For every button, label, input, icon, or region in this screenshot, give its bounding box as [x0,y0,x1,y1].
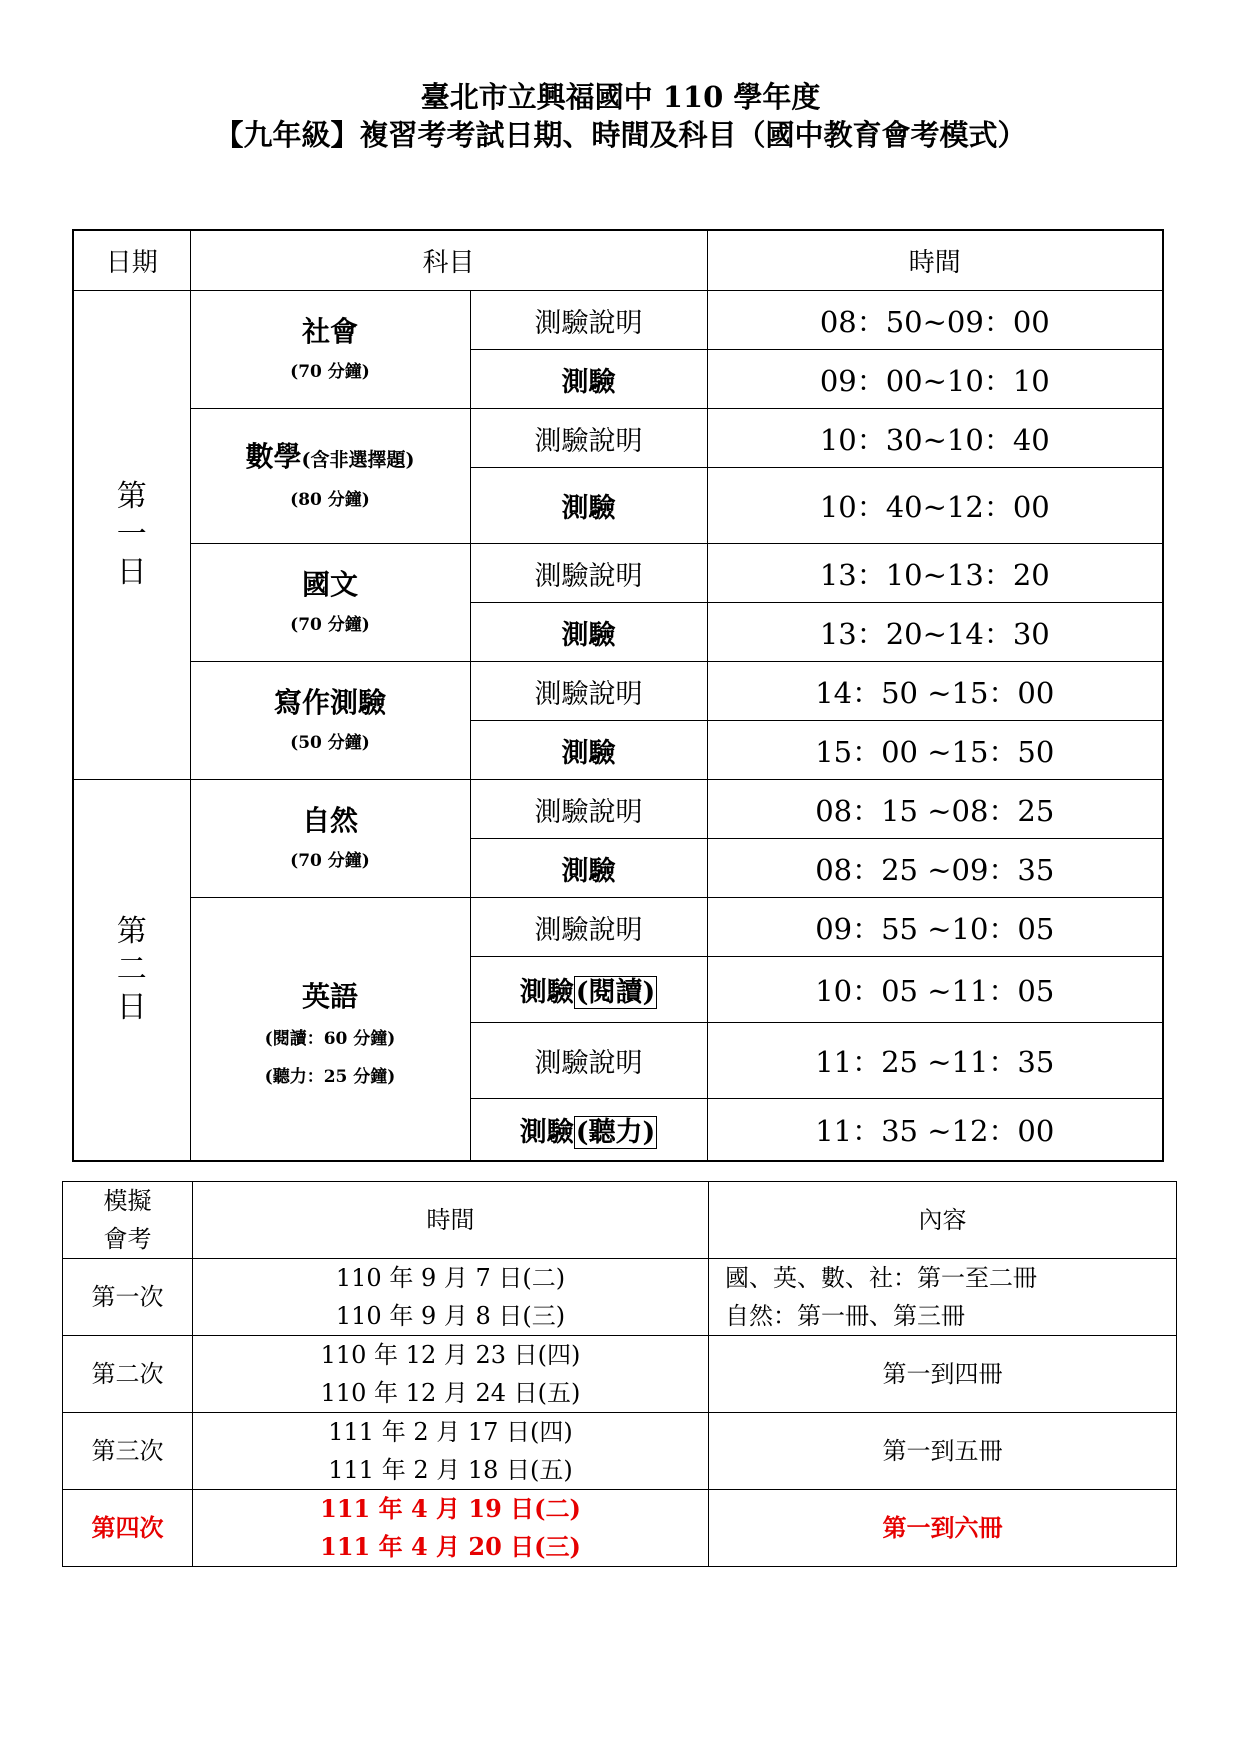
time-cell: 15：00 ~15：50 [707,721,1163,780]
mock-dates [193,1413,709,1490]
day-2-label: 第 二 日 [116,913,147,1025]
part-test-listening-box: (聽力) [575,1116,656,1148]
part-test-prefix: 測驗 [519,1116,574,1148]
subject-duration-reading: (閱讀：60 分鐘) [264,1028,396,1049]
time-cell: 08：15 ~08：25 [707,780,1163,839]
day-2-cell [73,780,190,1161]
subject-english [190,898,470,1161]
mock-content-line: 自然：第一冊、第三冊 [725,1302,965,1330]
mock-label: 第四次 [63,1490,193,1567]
subject-name: 數學 [245,439,302,473]
table-row [63,1259,1177,1336]
time-cell: 14：50 ~15：00 [707,662,1163,721]
time-cell: 11：25 ~11：35 [707,1023,1163,1099]
header-date: 日期 [73,230,190,291]
mock-header-label [63,1182,193,1259]
mock-content: 第一到四冊 [709,1336,1177,1413]
mock-content: 第一到六冊 [709,1490,1177,1567]
mock-exam-table [62,1181,1177,1567]
time-cell: 10：30~10：40 [707,409,1163,468]
time-cell: 11：35 ~12：00 [707,1099,1163,1161]
table-row [73,409,1163,468]
mock-date: 111 年 4 月 20 日(三) [320,1532,581,1561]
subject-name: 國文 [301,567,358,601]
mock-date: 111 年 4 月 19 日(二) [320,1494,581,1523]
table-row-highlighted [63,1490,1177,1567]
part-explain: 測驗說明 [470,780,707,839]
table-row [73,898,1163,957]
mock-date: 111 年 2 月 18 日(五) [328,1456,573,1484]
subject-name: 自然 [301,803,358,837]
part-test: 測驗 [470,721,707,780]
subject-duration-listening: (聽力：25 分鐘) [264,1066,396,1087]
mock-label: 第一次 [63,1259,193,1336]
table-row [73,291,1163,350]
mock-date: 110 年 9 月 8 日(三) [335,1302,566,1330]
mock-dates [193,1490,709,1567]
time-cell: 13：10~13：20 [707,544,1163,603]
table-row [73,544,1163,603]
part-test-listening [470,1099,707,1161]
part-explain: 測驗說明 [470,898,707,957]
title-line-1: 臺北市立興福國中 110 學年度 [420,80,821,114]
subject-science [190,780,470,898]
mock-content: 第一到五冊 [709,1413,1177,1490]
mock-date: 110 年 9 月 7 日(二) [335,1264,566,1292]
time-cell: 10：05 ~11：05 [707,957,1163,1023]
subject-social [190,291,470,409]
part-test: 測驗 [470,350,707,409]
subject-math [190,409,470,544]
subject-writing [190,662,470,780]
part-test-reading-box: (閱讀) [575,977,656,1008]
schedule-header-row [73,230,1163,291]
part-test-reading [470,957,707,1023]
table-row [63,1413,1177,1490]
mock-label: 第三次 [63,1413,193,1490]
mock-content [709,1259,1177,1336]
subject-duration: (80 分鐘) [290,489,370,510]
mock-date: 111 年 2 月 17 日(四) [328,1418,573,1446]
mock-dates [193,1336,709,1413]
time-cell: 09：00~10：10 [707,350,1163,409]
mock-header-content: 內容 [709,1182,1177,1259]
part-explain: 測驗說明 [470,662,707,721]
mock-header-label-line2: 會考 [103,1225,152,1253]
mock-date: 110 年 12 月 24 日(五) [320,1379,581,1407]
subject-chinese [190,544,470,662]
subject-duration: (70 分鐘) [290,361,370,382]
exam-schedule-table [72,229,1164,1162]
day-1-cell [73,291,190,780]
table-row [73,780,1163,839]
part-test: 測驗 [470,468,707,544]
document-title [0,78,1241,154]
subject-name: 英語 [301,979,358,1013]
subject-note: (含非選擇題) [301,448,415,471]
table-row [63,1336,1177,1413]
subject-duration: (70 分鐘) [290,614,370,635]
part-test-prefix: 測驗 [519,977,574,1008]
subject-name: 寫作測驗 [273,685,386,719]
part-explain: 測驗說明 [470,409,707,468]
time-cell: 10：40~12：00 [707,468,1163,544]
mock-header-row [63,1182,1177,1259]
part-test: 測驗 [470,603,707,662]
mock-header-label-line1: 模擬 [103,1187,152,1215]
time-cell: 08：50~09：00 [707,291,1163,350]
mock-date: 110 年 12 月 23 日(四) [320,1341,581,1369]
mock-header-time: 時間 [193,1182,709,1259]
header-time: 時間 [707,230,1163,291]
header-subject: 科目 [190,230,707,291]
day-1-label: 第 一 日 [116,479,147,590]
subject-duration: (50 分鐘) [290,732,370,753]
table-row [73,662,1163,721]
mock-label: 第二次 [63,1336,193,1413]
part-explain: 測驗說明 [470,544,707,603]
time-cell: 09：55 ~10：05 [707,898,1163,957]
part-test: 測驗 [470,839,707,898]
subject-duration: (70 分鐘) [290,850,370,871]
time-cell: 13：20~14：30 [707,603,1163,662]
mock-content-line: 國、英、數、社：第一至二冊 [725,1264,1037,1292]
subject-name: 社會 [301,314,358,348]
title-line-2: 【九年級】複習考考試日期、時間及科目（國中教育會考模式） [214,118,1027,152]
part-explain: 測驗說明 [470,1023,707,1099]
part-explain: 測驗說明 [470,291,707,350]
time-cell: 08：25 ~09：35 [707,839,1163,898]
mock-dates [193,1259,709,1336]
